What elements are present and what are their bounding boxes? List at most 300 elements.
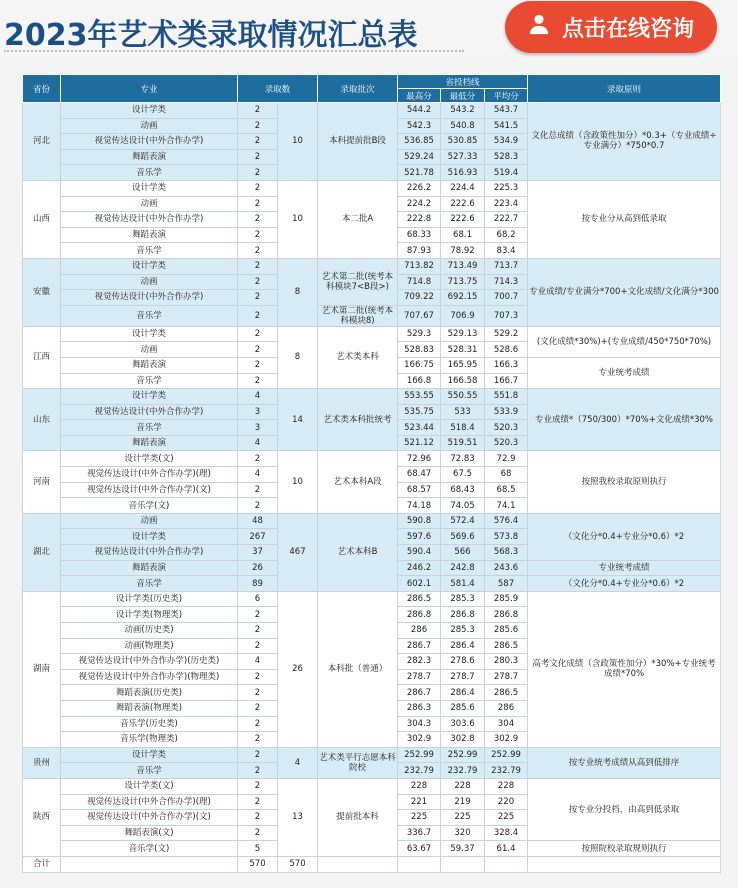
- min-score-cell: 572.4: [441, 513, 485, 529]
- avg-score-cell: 520.3: [485, 420, 528, 436]
- min-score-cell: 540.8: [441, 118, 485, 134]
- count-cell: 2: [238, 118, 278, 134]
- major-cell: 设计学类(文): [61, 778, 238, 794]
- major-cell: 音乐学(文): [61, 498, 238, 514]
- max-score-cell: 286.7: [398, 638, 441, 654]
- max-score-cell: 709.22: [398, 290, 441, 306]
- min-score-cell: 59.37: [441, 841, 485, 857]
- major-cell: 设计学类(文): [61, 451, 238, 467]
- min-score-cell: 706.9: [441, 305, 485, 326]
- max-score-cell: 714.8: [398, 274, 441, 290]
- min-score-cell: 166.58: [441, 373, 485, 389]
- rule-cell: 按专业统考成绩从高到低排序: [528, 747, 721, 778]
- min-score-cell: 581.4: [441, 576, 485, 592]
- admission-table: [22, 74, 721, 873]
- min-score-cell: 165.95: [441, 357, 485, 373]
- max-score-cell: 252.99: [398, 747, 441, 763]
- major-cell: 视觉传达设计(中外合作办学)(文): [61, 810, 238, 826]
- page-header: [0, 0, 738, 62]
- major-cell: 音乐学: [61, 420, 238, 436]
- major-cell: 动画: [61, 342, 238, 358]
- footer-blank: [318, 856, 398, 872]
- batch-cell: 本科提前批B段: [318, 103, 398, 181]
- batch-cell: 艺术类本科: [318, 326, 398, 388]
- online-consult-label: 点击在线咨询: [561, 16, 694, 42]
- major-cell: 舞蹈表演: [61, 357, 238, 373]
- rule-cell: 专业成绩/专业满分*700+文化成绩/文化满分*300: [528, 258, 721, 326]
- max-score-cell: 68.33: [398, 227, 441, 243]
- major-cell: 动画: [61, 274, 238, 290]
- max-score-cell: 336.7: [398, 825, 441, 841]
- max-score-cell: 544.2: [398, 103, 441, 119]
- min-score-cell: 225: [441, 810, 485, 826]
- major-cell: 设计学类: [61, 389, 238, 405]
- max-score-cell: 68.47: [398, 467, 441, 483]
- avg-score-cell: 528.3: [485, 149, 528, 165]
- avg-score-cell: 72.9: [485, 451, 528, 467]
- min-score-cell: 224.4: [441, 180, 485, 196]
- max-score-cell: 286.3: [398, 700, 441, 716]
- avg-score-cell: 74.1: [485, 498, 528, 514]
- rule-cell: 按照院校录取规则执行: [528, 841, 721, 857]
- max-score-cell: 286.7: [398, 685, 441, 701]
- title-underline: [4, 50, 464, 52]
- major-cell: 舞蹈表演(物理类): [61, 700, 238, 716]
- avg-score-cell: 587: [485, 576, 528, 592]
- min-score-cell: 252.99: [441, 747, 485, 763]
- count-cell: 2: [238, 373, 278, 389]
- province-cell: 湖南: [23, 591, 61, 747]
- count-cell: 2: [238, 623, 278, 639]
- max-score-cell: 529.3: [398, 326, 441, 342]
- min-score-cell: 242.8: [441, 560, 485, 576]
- batch-cell: 艺术第二批(统考本科模块8): [318, 305, 398, 326]
- avg-score-cell: 700.7: [485, 290, 528, 306]
- max-score-cell: 282.3: [398, 654, 441, 670]
- major-cell: 音乐学: [61, 243, 238, 259]
- major-cell: 设计学类: [61, 258, 238, 274]
- avg-score-cell: 223.4: [485, 196, 528, 212]
- min-score-cell: 303.6: [441, 716, 485, 732]
- min-score-cell: 68.1: [441, 227, 485, 243]
- major-cell: 音乐学: [61, 576, 238, 592]
- avg-score-cell: 285.6: [485, 623, 528, 639]
- table-row: [23, 451, 721, 467]
- avg-score-cell: 68.2: [485, 227, 528, 243]
- min-score-cell: 222.6: [441, 196, 485, 212]
- header-rule: 录取原则: [528, 75, 721, 103]
- province-total-cell: 10: [278, 103, 318, 181]
- header-major: 专业: [61, 75, 238, 103]
- count-cell: 2: [238, 451, 278, 467]
- min-score-cell: 232.79: [441, 763, 485, 779]
- avg-score-cell: 166.3: [485, 357, 528, 373]
- rule-cell: 高考文化成绩（含政策性加分）*30%+专业统考成绩*70%: [528, 591, 721, 747]
- major-cell: 设计学类: [61, 180, 238, 196]
- count-cell: 2: [238, 243, 278, 259]
- batch-cell: 艺术第二批(统考本科模块7<B段>): [318, 258, 398, 305]
- min-score-cell: 278.6: [441, 654, 485, 670]
- rule-cell: 专业统考成绩: [528, 357, 721, 388]
- avg-score-cell: 714.3: [485, 274, 528, 290]
- avg-score-cell: 713.7: [485, 258, 528, 274]
- major-cell: 视觉传达设计(中外合作办学): [61, 290, 238, 306]
- table-row: [23, 180, 721, 196]
- major-cell: 舞蹈表演: [61, 149, 238, 165]
- count-cell: 2: [238, 290, 278, 306]
- province-total-cell: 467: [278, 513, 318, 591]
- max-score-cell: 225: [398, 810, 441, 826]
- count-cell: 2: [238, 498, 278, 514]
- count-cell: 2: [238, 357, 278, 373]
- major-cell: 视觉传达设计(中外合作办学)(历史类): [61, 654, 238, 670]
- major-cell: 音乐学(物理类): [61, 732, 238, 748]
- province-total-cell: 14: [278, 389, 318, 451]
- major-cell: 舞蹈表演(文): [61, 825, 238, 841]
- header-batch: 录取批次: [318, 75, 398, 103]
- avg-score-cell: 243.6: [485, 560, 528, 576]
- min-score-cell: 68.43: [441, 482, 485, 498]
- province-total-cell: 26: [278, 591, 318, 747]
- table-row: [23, 778, 721, 794]
- table-row: [23, 389, 721, 405]
- batch-cell: 本二批A: [318, 180, 398, 258]
- online-consult-button[interactable]: [505, 1, 717, 53]
- major-cell: 动画(物理类): [61, 638, 238, 654]
- rule-cell: （文化分*0.4+专业分*0.6）*2: [528, 576, 721, 592]
- count-cell: 4: [238, 654, 278, 670]
- rule-cell: 专业统考成绩: [528, 560, 721, 576]
- count-cell: 2: [238, 258, 278, 274]
- min-score-cell: 713.75: [441, 274, 485, 290]
- avg-score-cell: 304: [485, 716, 528, 732]
- min-score-cell: 72.83: [441, 451, 485, 467]
- max-score-cell: 523.44: [398, 420, 441, 436]
- avg-score-cell: 543.7: [485, 103, 528, 119]
- min-score-cell: 533: [441, 404, 485, 420]
- min-score-cell: 320: [441, 825, 485, 841]
- count-cell: 2: [238, 778, 278, 794]
- province-total-cell: 10: [278, 451, 318, 513]
- major-cell: 视觉传达设计(中外合作办学)(文): [61, 482, 238, 498]
- count-cell: 6: [238, 591, 278, 607]
- province-total-cell: 8: [278, 258, 318, 326]
- batch-cell: 提前批本科: [318, 778, 398, 856]
- min-score-cell: 285.3: [441, 623, 485, 639]
- max-score-cell: 286.8: [398, 607, 441, 623]
- batch-cell: 艺术类本科批统考: [318, 389, 398, 451]
- min-score-cell: 529.13: [441, 326, 485, 342]
- avg-score-cell: 286.8: [485, 607, 528, 623]
- count-cell: 2: [238, 685, 278, 701]
- major-cell: 动画: [61, 118, 238, 134]
- min-score-cell: 286.4: [441, 685, 485, 701]
- major-cell: 舞蹈表演: [61, 435, 238, 451]
- avg-score-cell: 225.3: [485, 180, 528, 196]
- count-cell: 267: [238, 529, 278, 545]
- major-cell: 音乐学: [61, 763, 238, 779]
- count-cell: 3: [238, 404, 278, 420]
- min-score-cell: 74.05: [441, 498, 485, 514]
- count-cell: 2: [238, 794, 278, 810]
- count-cell: 2: [238, 326, 278, 342]
- major-cell: 设计学类(物理类): [61, 607, 238, 623]
- major-cell: 视觉传达设计(中外合作办学): [61, 545, 238, 561]
- min-score-cell: 285.6: [441, 700, 485, 716]
- count-cell: 4: [238, 389, 278, 405]
- avg-score-cell: 285.9: [485, 591, 528, 607]
- max-score-cell: 63.67: [398, 841, 441, 857]
- min-score-cell: 278.7: [441, 669, 485, 685]
- rule-cell: 按专业分从高到低录取: [528, 180, 721, 258]
- header-min: 最低分: [441, 89, 485, 103]
- province-cell: 河北: [23, 103, 61, 181]
- major-cell: 音乐学: [61, 165, 238, 181]
- count-cell: 2: [238, 716, 278, 732]
- user-icon: [528, 13, 550, 41]
- table-row: [23, 258, 721, 274]
- avg-score-cell: 551.8: [485, 389, 528, 405]
- count-cell: 4: [238, 435, 278, 451]
- count-cell: 2: [238, 732, 278, 748]
- min-score-cell: 543.2: [441, 103, 485, 119]
- footer-blank: [61, 856, 238, 872]
- count-cell: 3: [238, 420, 278, 436]
- count-cell: 2: [238, 196, 278, 212]
- min-score-cell: 550.55: [441, 389, 485, 405]
- max-score-cell: 166.8: [398, 373, 441, 389]
- count-cell: 2: [238, 165, 278, 181]
- rule-cell: 文化总成绩（含政策性加分）*0.3+（专业成绩÷专业满分）*750*0.7: [528, 103, 721, 181]
- min-score-cell: 692.15: [441, 290, 485, 306]
- min-score-cell: 530.85: [441, 134, 485, 150]
- count-cell: 2: [238, 149, 278, 165]
- avg-score-cell: 519.4: [485, 165, 528, 181]
- major-cell: 音乐学: [61, 373, 238, 389]
- min-score-cell: 286.8: [441, 607, 485, 623]
- max-score-cell: 521.12: [398, 435, 441, 451]
- major-cell: 视觉传达设计(中外合作办学)(理): [61, 467, 238, 483]
- min-score-cell: 713.49: [441, 258, 485, 274]
- province-cell: 安徽: [23, 258, 61, 326]
- max-score-cell: 72.96: [398, 451, 441, 467]
- avg-score-cell: 225: [485, 810, 528, 826]
- avg-score-cell: 534.9: [485, 134, 528, 150]
- min-score-cell: 219: [441, 794, 485, 810]
- header-score-group: 省投档线: [398, 75, 528, 89]
- table-row: [23, 747, 721, 763]
- major-cell: 视觉传达设计(中外合作办学)(理): [61, 794, 238, 810]
- header-avg: 平均分: [485, 89, 528, 103]
- major-cell: 音乐学(历史类): [61, 716, 238, 732]
- avg-score-cell: 68: [485, 467, 528, 483]
- max-score-cell: 87.93: [398, 243, 441, 259]
- max-score-cell: 521.78: [398, 165, 441, 181]
- max-score-cell: 713.82: [398, 258, 441, 274]
- avg-score-cell: 529.2: [485, 326, 528, 342]
- count-cell: 2: [238, 607, 278, 623]
- avg-score-cell: 228: [485, 778, 528, 794]
- footer-label: 合计: [23, 856, 61, 872]
- table-row: [23, 513, 721, 529]
- rule-cell: （文化分*0.4+专业分*0.6）*2: [528, 513, 721, 560]
- footer-sum-total: 570: [278, 856, 318, 872]
- count-cell: 2: [238, 180, 278, 196]
- count-cell: 48: [238, 513, 278, 529]
- rule-cell: 专业成绩*（750/300）*70%+文化成绩*30%: [528, 389, 721, 451]
- footer-blank: [398, 856, 441, 872]
- batch-cell: 艺术类平行志愿本科院校: [318, 747, 398, 778]
- max-score-cell: 536.85: [398, 134, 441, 150]
- avg-score-cell: 286: [485, 700, 528, 716]
- batch-cell: 艺术本科A段: [318, 451, 398, 513]
- province-cell: 贵州: [23, 747, 61, 778]
- avg-score-cell: 707.3: [485, 305, 528, 326]
- province-cell: 湖北: [23, 513, 61, 591]
- max-score-cell: 529.24: [398, 149, 441, 165]
- count-cell: 2: [238, 763, 278, 779]
- count-cell: 2: [238, 638, 278, 654]
- min-score-cell: 285.3: [441, 591, 485, 607]
- count-cell: 2: [238, 669, 278, 685]
- min-score-cell: 67.5: [441, 467, 485, 483]
- avg-score-cell: 576.4: [485, 513, 528, 529]
- province-total-cell: 13: [278, 778, 318, 856]
- major-cell: 设计学类: [61, 103, 238, 119]
- page-title: 2023年艺术类录取情况汇总表: [4, 18, 418, 53]
- footer-count-total: 570: [238, 856, 278, 872]
- province-cell: 江西: [23, 326, 61, 388]
- table-row: [23, 591, 721, 607]
- major-cell: 舞蹈表演: [61, 560, 238, 576]
- footer-blank: [528, 856, 721, 872]
- header-province: 省份: [23, 75, 61, 103]
- count-cell: 2: [238, 810, 278, 826]
- avg-score-cell: 83.4: [485, 243, 528, 259]
- avg-score-cell: 541.5: [485, 118, 528, 134]
- table-row: [23, 326, 721, 342]
- count-cell: 2: [238, 305, 278, 326]
- max-score-cell: 74.18: [398, 498, 441, 514]
- major-cell: 设计学类: [61, 529, 238, 545]
- major-cell: 音乐学(文): [61, 841, 238, 857]
- major-cell: 视觉传达设计(中外合作办学)(物理类): [61, 669, 238, 685]
- avg-score-cell: 328.4: [485, 825, 528, 841]
- min-score-cell: 222.6: [441, 212, 485, 228]
- count-cell: 2: [238, 700, 278, 716]
- table-row: [23, 103, 721, 119]
- count-cell: 2: [238, 212, 278, 228]
- max-score-cell: 542.3: [398, 118, 441, 134]
- min-score-cell: 228: [441, 778, 485, 794]
- avg-score-cell: 286.5: [485, 685, 528, 701]
- avg-score-cell: 278.7: [485, 669, 528, 685]
- max-score-cell: 528.83: [398, 342, 441, 358]
- province-cell: 河南: [23, 451, 61, 513]
- max-score-cell: 286: [398, 623, 441, 639]
- province-total-cell: 4: [278, 747, 318, 778]
- min-score-cell: 516.93: [441, 165, 485, 181]
- province-total-cell: 10: [278, 180, 318, 258]
- max-score-cell: 222.8: [398, 212, 441, 228]
- min-score-cell: 569.6: [441, 529, 485, 545]
- avg-score-cell: 528.6: [485, 342, 528, 358]
- major-cell: 视觉传达设计(中外合作办学): [61, 134, 238, 150]
- min-score-cell: 302.8: [441, 732, 485, 748]
- major-cell: 设计学类(历史类): [61, 591, 238, 607]
- avg-score-cell: 220: [485, 794, 528, 810]
- count-cell: 2: [238, 342, 278, 358]
- avg-score-cell: 573.8: [485, 529, 528, 545]
- max-score-cell: 590.8: [398, 513, 441, 529]
- admission-table-wrapper: [22, 74, 720, 882]
- avg-score-cell: 520.3: [485, 435, 528, 451]
- max-score-cell: 302.9: [398, 732, 441, 748]
- count-cell: 2: [238, 274, 278, 290]
- avg-score-cell: 61.4: [485, 841, 528, 857]
- footer-blank: [441, 856, 485, 872]
- major-cell: 舞蹈表演: [61, 227, 238, 243]
- avg-score-cell: 286.5: [485, 638, 528, 654]
- major-cell: 动画: [61, 196, 238, 212]
- count-cell: 89: [238, 576, 278, 592]
- avg-score-cell: 166.7: [485, 373, 528, 389]
- count-cell: 26: [238, 560, 278, 576]
- major-cell: 视觉传达设计(中外合作办学): [61, 404, 238, 420]
- max-score-cell: 707.67: [398, 305, 441, 326]
- max-score-cell: 286.5: [398, 591, 441, 607]
- max-score-cell: 278.7: [398, 669, 441, 685]
- max-score-cell: 226.2: [398, 180, 441, 196]
- major-cell: 设计学类: [61, 326, 238, 342]
- header-count: 录取数: [238, 75, 318, 103]
- province-cell: 陕西: [23, 778, 61, 856]
- avg-score-cell: 302.9: [485, 732, 528, 748]
- major-cell: 动画: [61, 513, 238, 529]
- major-cell: 动画(历史类): [61, 623, 238, 639]
- province-cell: 山东: [23, 389, 61, 451]
- major-cell: 设计学类: [61, 747, 238, 763]
- max-score-cell: 224.2: [398, 196, 441, 212]
- header-max: 最高分: [398, 89, 441, 103]
- count-cell: 4: [238, 467, 278, 483]
- rule-cell: 按专业分投档，由高到低录取: [528, 778, 721, 840]
- major-cell: 视觉传达设计(中外合作办学): [61, 212, 238, 228]
- max-score-cell: 590.4: [398, 545, 441, 561]
- max-score-cell: 597.6: [398, 529, 441, 545]
- batch-cell: 艺术本科B: [318, 513, 398, 591]
- count-cell: 2: [238, 825, 278, 841]
- min-score-cell: 566: [441, 545, 485, 561]
- min-score-cell: 519.51: [441, 435, 485, 451]
- max-score-cell: 166.75: [398, 357, 441, 373]
- min-score-cell: 78.92: [441, 243, 485, 259]
- rule-cell: (文化成绩*30%)+(专业成绩/450*750*70%): [528, 326, 721, 357]
- max-score-cell: 602.1: [398, 576, 441, 592]
- major-cell: 音乐学: [61, 305, 238, 326]
- rule-cell: 按照我校录取原则执行: [528, 451, 721, 513]
- max-score-cell: 535.75: [398, 404, 441, 420]
- table-footer: [23, 856, 721, 872]
- max-score-cell: 232.79: [398, 763, 441, 779]
- min-score-cell: 528.31: [441, 342, 485, 358]
- major-cell: 舞蹈表演(历史类): [61, 685, 238, 701]
- avg-score-cell: 232.79: [485, 763, 528, 779]
- avg-score-cell: 68.5: [485, 482, 528, 498]
- max-score-cell: 228: [398, 778, 441, 794]
- max-score-cell: 246.2: [398, 560, 441, 576]
- avg-score-cell: 252.99: [485, 747, 528, 763]
